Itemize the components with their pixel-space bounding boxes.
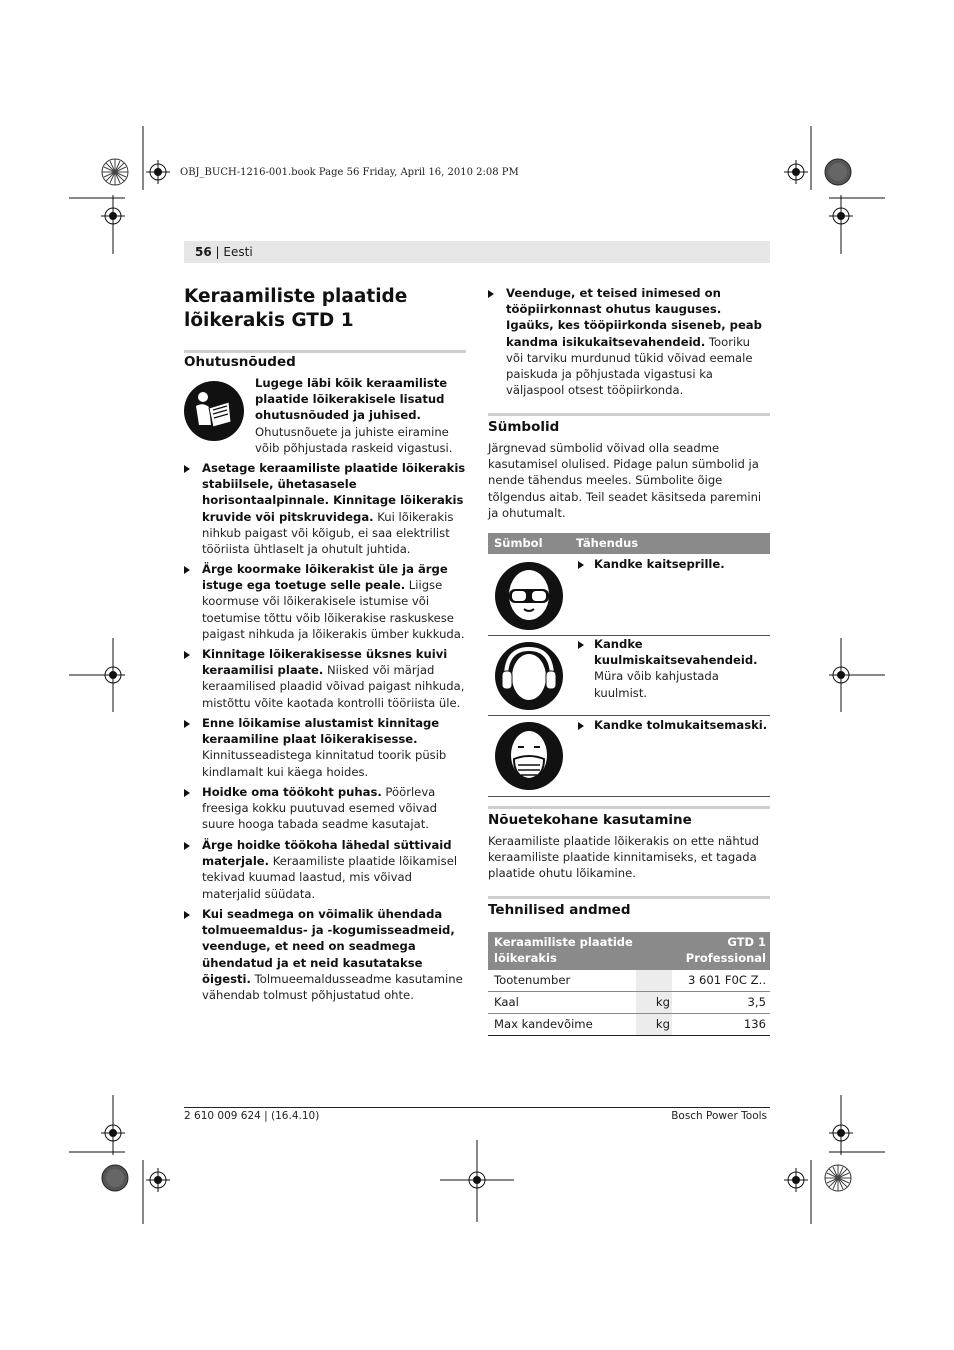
tech-row-unit: [636, 970, 672, 991]
bullet-arrow-icon: [184, 651, 190, 659]
tech-row-unit: kg: [636, 992, 672, 1013]
safety-intro-text: Ohutusnõuete ja juhiste eiramine võib põhjustada raskeid vigastusi.: [255, 424, 453, 455]
header-language: Eesti: [223, 245, 253, 259]
tech-row-label: Tootenumber: [494, 973, 571, 987]
bullet-text: Niisked või märjad keraamilised plaadid võivad paigast nihkuda, mistõttu võite kaotada kontrolli tööriista üle.: [202, 663, 465, 710]
bullet-bold: Kui seadmega on võimalik ühendada tolmueemaldus- ja -kogumisseadmeid, veenduge, et need on seadmega ühendatud ja et neid kasutatakse õigesti.: [202, 907, 455, 986]
page-title: Keraamiliste plaatide lõikerakis GTD 1: [184, 286, 408, 331]
tech-row-unit: kg: [636, 1014, 672, 1035]
safety-bullet: [184, 837, 466, 902]
section-rule: [488, 413, 770, 416]
tech-head-model: GTD 1: [727, 935, 766, 949]
bullet-text: Kinnitusseadistega kinnitatud toorik püsib kindlamalt kui käega hoides.: [202, 748, 447, 779]
bullet-arrow-icon: [488, 290, 494, 298]
bullet-arrow-icon: [184, 465, 190, 473]
section-rule: [184, 350, 466, 353]
section-rule: [488, 806, 770, 809]
section-rule: [488, 896, 770, 899]
page-header: [184, 241, 770, 263]
bullet-bold: Hoidke oma töökoht puhas.: [202, 785, 382, 799]
footer-left: 2 610 009 624 | (16.4.10): [184, 1110, 320, 1122]
tech-table-header: [488, 932, 770, 970]
symbol-meaning: [578, 717, 770, 733]
footer-right: Bosch Power Tools: [671, 1110, 767, 1122]
bullet-arrow-icon: [578, 641, 584, 649]
symbol-meaning: [578, 636, 770, 701]
safety-heading: Ohutusnõuded: [184, 354, 296, 370]
symbol-table-header: [488, 533, 770, 554]
bullet-text: Tolmueemaldusseadme kasutamine vähendab tolmust põhjustatud ohte.: [202, 971, 463, 1003]
tech-row-label: Kaal: [494, 995, 519, 1009]
read-manual-icon: [183, 380, 245, 442]
col-meaning: Tähendus: [576, 536, 639, 550]
symbol-meaning-bold: Kandke kaitseprille.: [594, 557, 725, 571]
safety-goggles-icon: [494, 561, 564, 631]
tech-row: [488, 1014, 770, 1036]
tech-data-heading: Tehnilised andmed: [488, 902, 631, 918]
bullet-arrow-icon: [184, 566, 190, 574]
bullet-arrow-icon: [184, 789, 190, 797]
tech-head-series: Professional: [685, 951, 766, 965]
bullet-arrow-icon: [184, 720, 190, 728]
bullet-bold: Ärge koormake lõikerakist üle ja ärge istuge ega toetuge selle peale.: [202, 562, 448, 593]
safety-bullet: [184, 561, 466, 642]
symbol-meaning-text: Müra võib kahjustada kuulmist.: [594, 669, 719, 700]
bullet-bold: Veenduge, et teised inimesed on tööpiirkonnast ohutus kauguses. Igaüks, kes tööpiirkonda siseneb, peab kandma isikukaitsevahendeid.: [506, 286, 762, 349]
tech-row-value: 3,5: [747, 995, 766, 1009]
tech-row: [488, 992, 770, 1014]
bullet-bold: Enne lõikamise alustamist kinnitage keraamiline plaat lõikerakisesse.: [202, 716, 440, 747]
tech-head-left: [494, 934, 633, 966]
header-separator: |: [215, 245, 220, 259]
symbol-row: [488, 636, 770, 716]
safety-bullet: [184, 646, 466, 711]
symbol-meaning-bold: Kandke tolmukaitsemaski.: [594, 718, 768, 732]
tech-row-value: 136: [743, 1017, 766, 1031]
intended-use-heading: Nõuetekohane kasutamine: [488, 812, 692, 828]
intended-use-text: Keraamiliste plaatide lõikerakis on ette nähtud keraamiliste plaatide kinnitamiseks, et tagada plaatide ohutu lõikamine.: [488, 834, 759, 881]
safety-intro-bold: Lugege läbi kõik keraamiliste plaatide lõikerakisele lisatud ohutusnõuded ja juhised.: [255, 376, 448, 423]
safety-intro: [255, 375, 467, 456]
footer-rule: [184, 1107, 770, 1108]
safety-bullet: [184, 715, 466, 780]
bullet-bold: Ärge hoidke töökoha lähedal süttivaid materjale.: [202, 838, 452, 869]
tech-row-value: 3 601 F0C Z..: [687, 973, 766, 987]
tech-head-left-line: Keraamiliste plaatide: [494, 935, 633, 949]
symbol-meaning: [578, 556, 770, 572]
ear-protection-icon: [494, 641, 564, 711]
symbols-intro: Järgnevad sümbolid võivad olla seadme kasutamisel olulised. Pidage palun sümbolid ja nende tähendus meeles. Sümbolite õige tõlgendus aitab. Teil seadet käsitseda paremini ja ohutumalt.: [488, 441, 762, 520]
bullet-arrow-icon: [578, 561, 584, 569]
bullet-text: Liigse koormuse või lõikerakisele istumise või toetumise tõttu võib lõikerakise raskuskese paigast nihkuda ja lõikerakis ümber kukkuda.: [202, 578, 465, 641]
bullet-bold: Kinnitage lõikerakisesse üksnes kuivi keraamilisi plaate.: [202, 647, 448, 678]
symbol-meaning-bold: Kandke kuulmiskaitsevahendeid.: [594, 637, 758, 668]
bullet-text: Keraamiliste plaatide lõikamisel tekivad kuumad laastud, mis võivad materjalid süüdata.: [202, 854, 458, 901]
tech-row: [488, 970, 770, 992]
safety-bullet-continued: [488, 285, 770, 398]
bullet-arrow-icon: [578, 722, 584, 730]
bullet-text: Kui lõikerakis nihkub paigast või kõigub, ei saa elektrilist tööriista ühtlaselt ja ohutult juhtida.: [202, 509, 454, 557]
symbol-row: [488, 554, 770, 636]
page-number: 56: [195, 245, 212, 259]
bullet-text: Tooriku või tarviku murdunud tükid võivad eemale paiskuda ja põhjustada vigastusi ka väljaspool otsest tööpiirkonda.: [506, 334, 753, 398]
tech-head-left-line: lõikerakis: [494, 951, 557, 965]
bullet-bold: Asetage keraamiliste plaatide lõikerakis stabiilsele, ühetasasele horisontaalpinnale. Kinnitage lõikerakis kruvide või pitskruvidega.: [202, 461, 466, 524]
symbol-row: [488, 716, 770, 797]
tech-head-right: [686, 934, 766, 966]
safety-bullet: [184, 784, 466, 833]
col-symbol: Sümbol: [494, 536, 543, 550]
bullet-arrow-icon: [184, 911, 190, 919]
tech-row-label: Max kandevõime: [494, 1017, 593, 1031]
bullet-text: Pöörleva freesiga kokku puutuvad esemed võivad suure hooga tabada seadme kasutajat.: [202, 785, 438, 832]
dust-mask-icon: [494, 721, 564, 791]
symbols-heading: Sümbolid: [488, 419, 560, 435]
print-slug: OBJ_BUCH-1216-001.book Page 56 Friday, April 16, 2010 2:08 PM: [180, 167, 519, 178]
safety-bullet: [184, 460, 466, 557]
safety-bullet: [184, 906, 466, 1003]
bullet-arrow-icon: [184, 842, 190, 850]
